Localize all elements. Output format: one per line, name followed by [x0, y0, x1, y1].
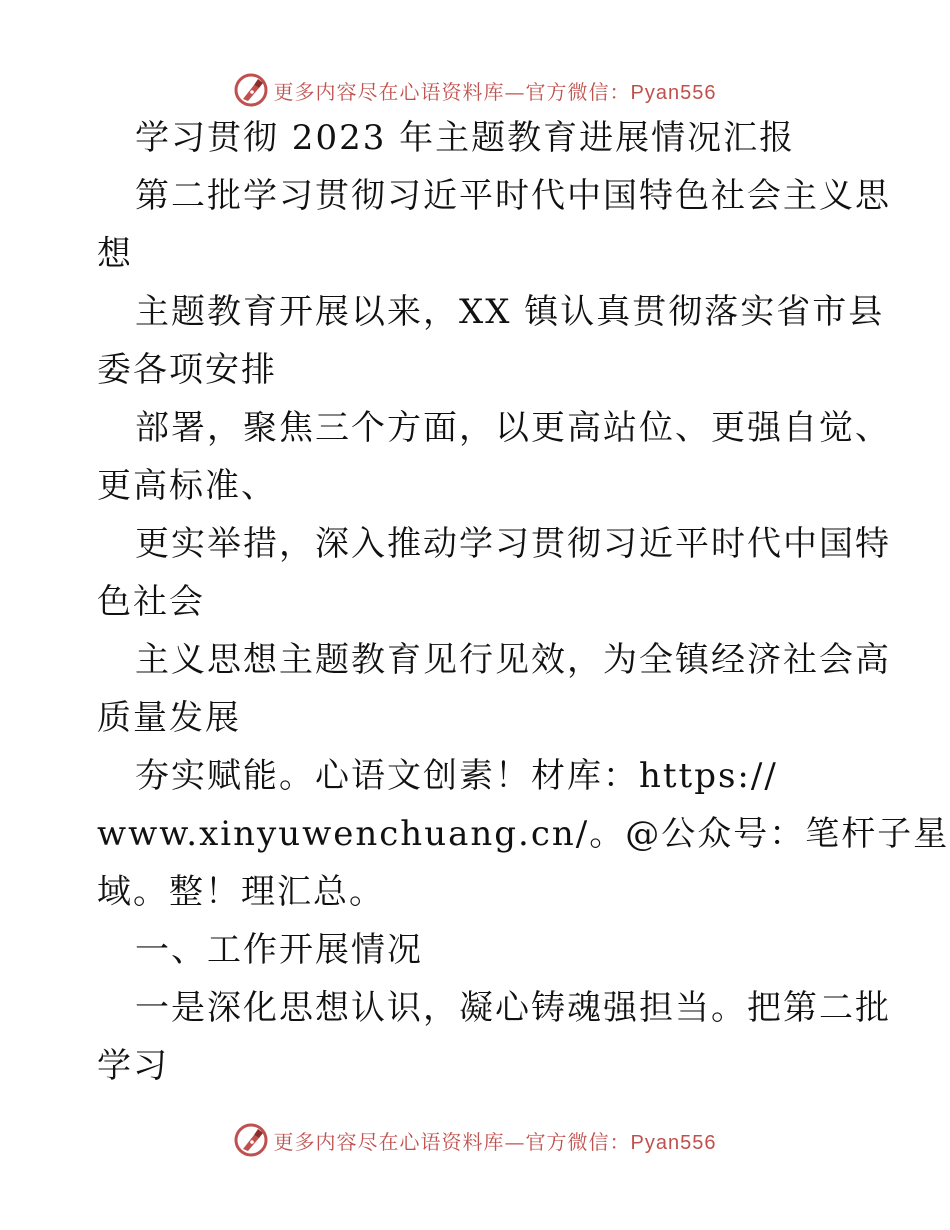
header-wechat-id: Pyan556: [630, 81, 717, 104]
doc-line: 质量发展: [97, 698, 241, 738]
doc-line: 色社会: [97, 582, 205, 622]
doc-title: 学习贯彻 2023 年主题教育进展情况汇报: [135, 118, 796, 158]
doc-line: 主义思想主题教育见行见效，为全镇经济社会高: [135, 640, 891, 680]
doc-line: 委各项安排: [97, 350, 277, 390]
doc-line: 域。整！理汇总。: [97, 872, 385, 912]
pen-nib-logo-icon: [234, 1123, 268, 1157]
doc-line: 更实举措，深入推动学习贯彻习近平时代中国特: [135, 524, 891, 564]
doc-line-url: www.xinyuwenchuang.cn/。@公众号：笔杆子星: [97, 814, 950, 854]
footer-banner: [0, 1120, 950, 1160]
doc-section-heading: 一、工作开展情况: [135, 930, 423, 970]
doc-line: 第二批学习贯彻习近平时代中国特色社会主义思: [135, 176, 891, 216]
doc-line: 想: [97, 234, 133, 274]
pen-nib-logo-icon: [234, 73, 268, 107]
doc-line: 部署，聚焦三个方面，以更高站位、更强自觉、: [135, 408, 891, 448]
doc-line: 夯实赋能。心语文创素！材库：https://: [135, 756, 778, 796]
doc-line: 学习: [97, 1046, 169, 1086]
footer-banner-text: 更多内容尽在心语资料库—官方微信：Pyan556: [273, 1129, 717, 1154]
doc-line: 更高标准、: [97, 466, 277, 506]
doc-line: 主题教育开展以来，XX 镇认真贯彻落实省市县: [135, 292, 885, 332]
doc-line: 一是深化思想认识，凝心铸魂强担当。把第二批: [135, 988, 891, 1028]
footer-wechat-id: Pyan556: [630, 1131, 717, 1154]
header-banner-text: 更多内容尽在心语资料库—官方微信：Pyan556: [273, 79, 717, 104]
header-banner: [0, 70, 950, 110]
